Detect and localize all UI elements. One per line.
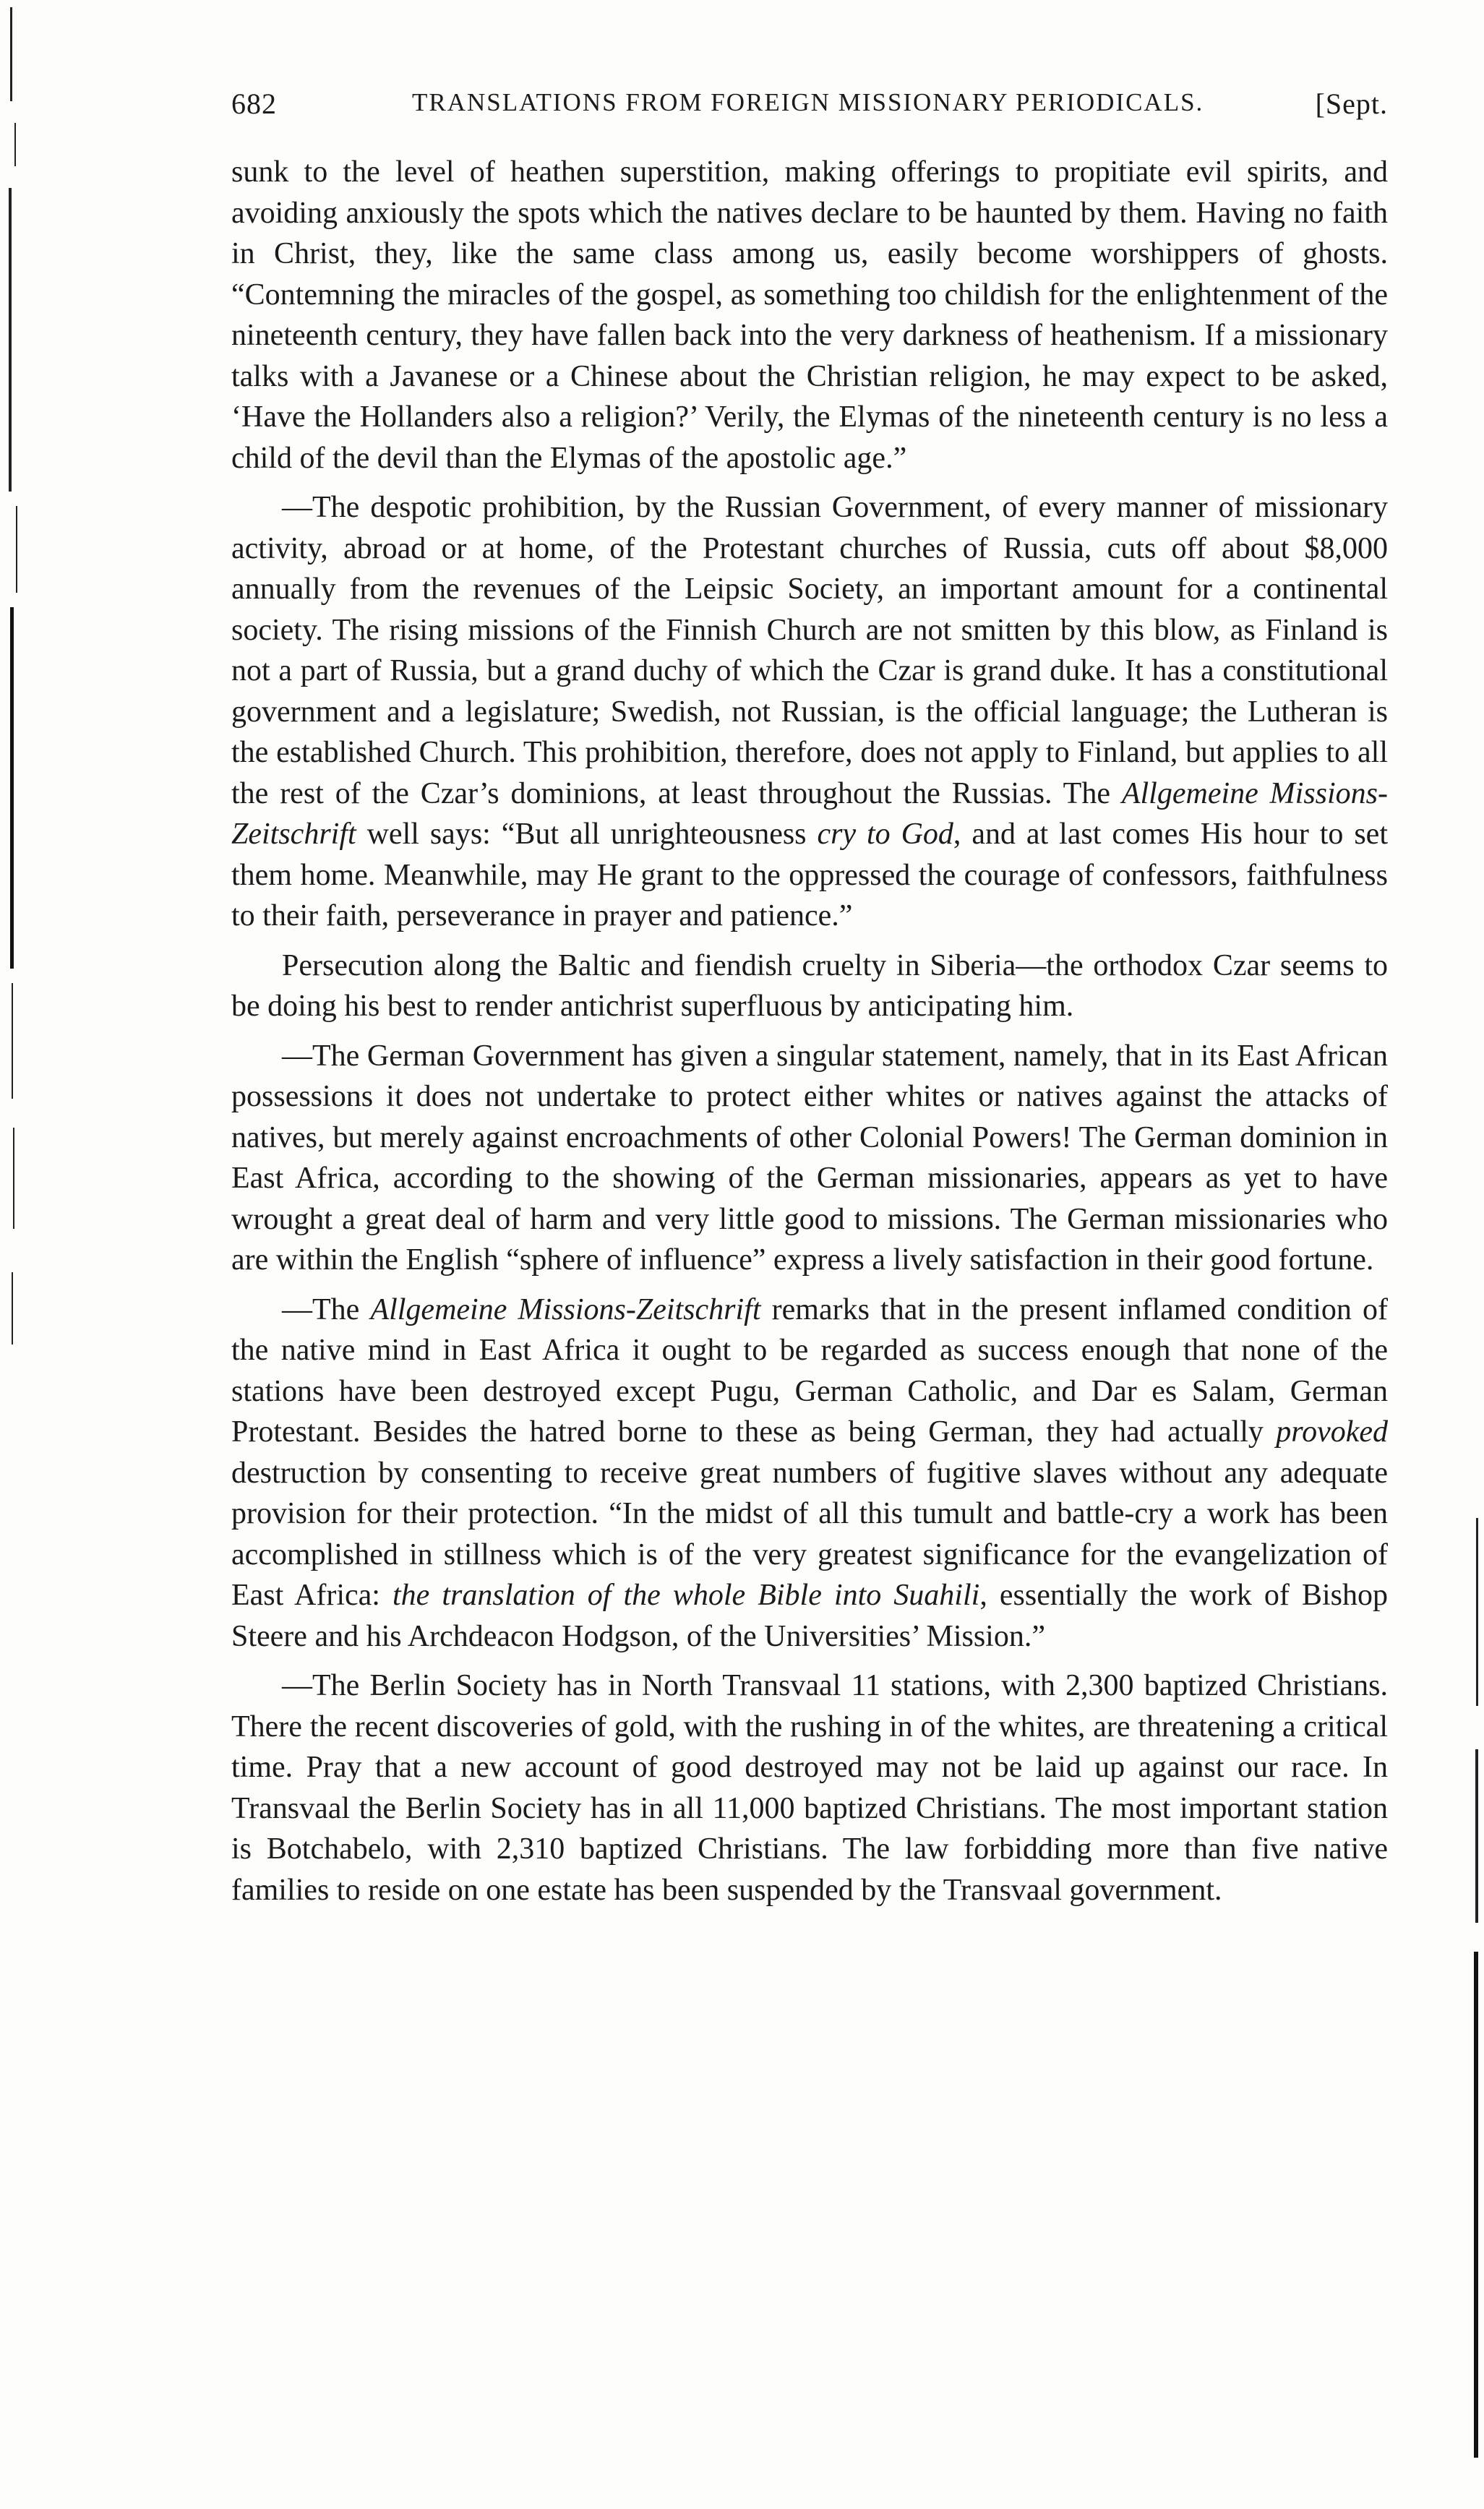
emphasis-word: provoked — [1276, 1415, 1388, 1449]
left-binding-edge — [0, 0, 25, 2509]
article-body — [231, 152, 1388, 1919]
right-binding-edge — [1455, 0, 1484, 2509]
paragraph-german-government: —The German Government has given a singular statement, namely, that in its East African possessions it does not undertake to protect either whites or natives against the attacks of natives, but merely against encroachments of other Colonial Powers! The German dominion in East Africa, according to the showing of the German missionaries, appears as yet to have wrought a great deal of harm and very little good to missions. The German missionaries who are within the English “sphere of influence” express a lively satisfaction in their good fortune. — [231, 1039, 1388, 1277]
periodical-title: Allgemeine Missions-Zeitschrift — [370, 1292, 761, 1326]
emphasis-phrase: cry to God — [817, 818, 953, 851]
issue-month: [Sept. — [1315, 87, 1388, 120]
paragraph-east-africa: —The Allgemeine Missions-Zeitschrift remarks that in the present inflamed condition of the native mind in East Africa it ought to be regarded as success enough that none of the stations have been destroyed except Pugu, German Catholic, and Dar es Salam, German Protestant. Besides the hatred borne to these as being German, they had actually provoked destruction by consenting to receive great numbers of fugitive slaves without any adequate provision for their protection. “In the midst of all this tumult and battle-cry a work has been accomplished in stillness which is of the very greatest significance for the evangelization of East Africa: the translation of the whole Bible into Suahili, essentially the work of Bishop Steere and his Archdeacon Hodgson, of the Universities’ Mission.” — [231, 1292, 1388, 1653]
paragraph-baltic-persecution: Persecution along the Baltic and fiendish cruelty in Siberia—the orthodox Czar seems to be doing his best to render antichrist superfluous by anticipating him. — [231, 948, 1388, 1023]
running-title: TRANSLATIONS FROM FOREIGN MISSIONARY PERIODICALS. — [412, 88, 1204, 116]
page-number: 682 — [231, 87, 277, 120]
paragraph-javanese: sunk to the level of heathen superstition, making offerings to propitiate evil spirits, and avoiding anxiously the spots which the natives declare to be haunted by them. Having no faith in Christ, they, like the same class among us, easily become worshippers of ghosts. “Contemning the miracles of the gospel, as something too childish for the enlightenment of the nineteenth century, they have fallen back into the very darkness of heathenism. If a missionary talks with a Javanese or a Chinese about the Christian religion, he may expect to be asked, ‘Have the Hollanders also a religion?’ Verily, the Elymas of the nineteenth century is no less a child of the devil than the Elymas of the apostolic age.” — [231, 155, 1388, 475]
running-header — [231, 87, 1388, 130]
paragraph-russian-prohibition: —The despotic prohibition, by the Russian Government, of every manner of missionary activity, abroad or at home, of the Protestant churches of Russia, cuts off about $8,000 annually from the revenues of the Leipsic Society, an important amount for a continental society. The rising missions of the Finnish Church are not smitten by this blow, as Finland is not a part of Russia, but a grand duchy of which the Czar is grand duke. It has a constitutional government and a legislature; Swedish, not Russian, is the official language; the Lutheran is the established Church. This prohibition, therefore, does not apply to Finland, but applies to all the rest of the Czar’s dominions, at least throughout the Russias. The Allgemeine Missions-Zeitschrift well says: “But all unrighteousness cry to God, and at last comes His hour to set them home. Meanwhile, may He grant to the oppressed the courage of confessors, faithfulness to their faith, perseverance in prayer and patience.” — [231, 491, 1389, 932]
emphasis-phrase: the translation of the whole Bible into Suahili — [393, 1579, 980, 1612]
paragraph-berlin-society: —The Berlin Society has in North Transvaal 11 stations, with 2,300 baptized Christians. There the recent discoveries of gold, with the rushing in of the whites, are threatening a critical time. Pray that a new account of good destroyed may not be laid up against our race. In Transvaal the Berlin Society has in all 11,000 baptized Christians. The most important station is Botchabelo, with 2,310 baptized Christians. The law forbidding more than five native families to reside on one estate has been suspended by the Transvaal government. — [231, 1669, 1388, 1907]
periodical-title: Allgemeine Missions-Zeitschrift — [231, 776, 1389, 851]
